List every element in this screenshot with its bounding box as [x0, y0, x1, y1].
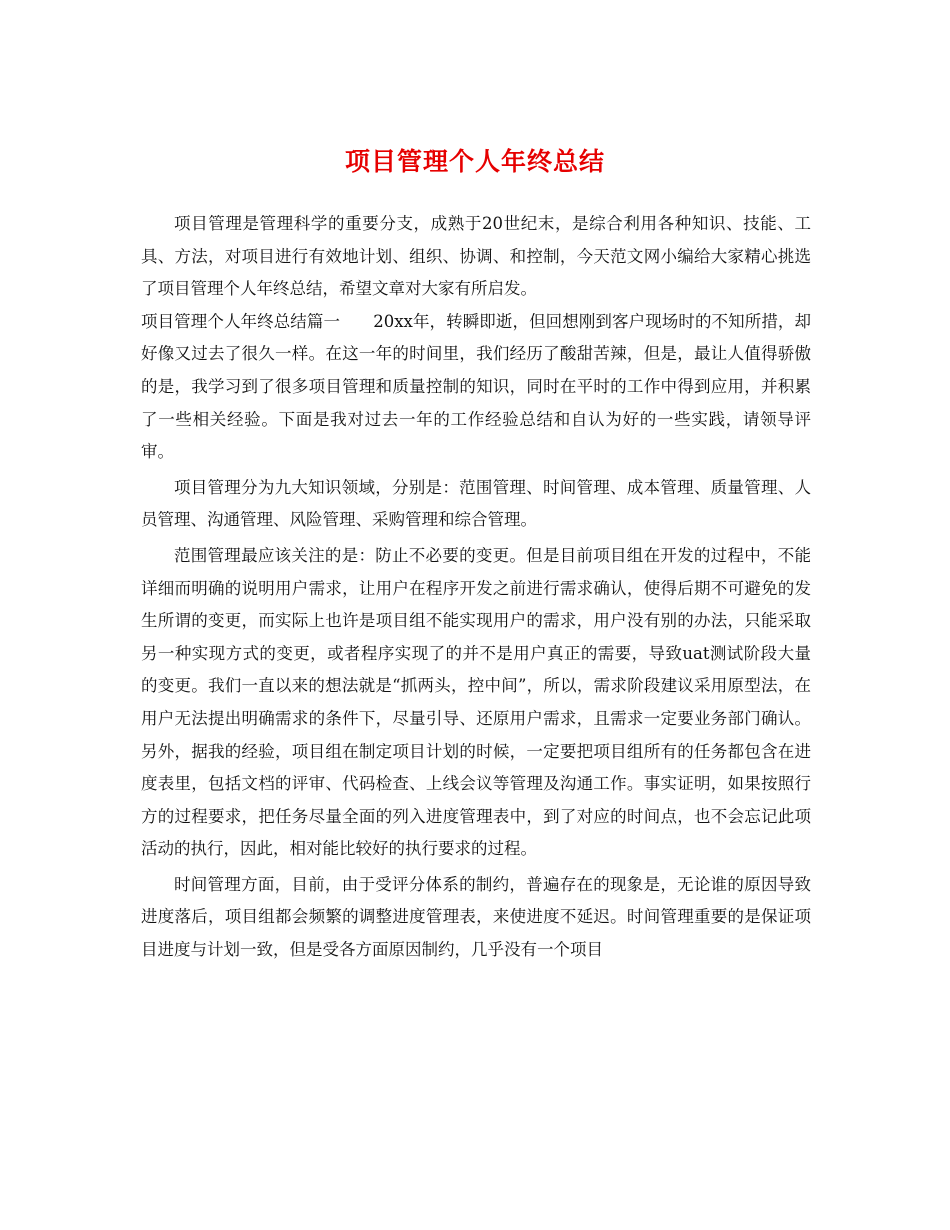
- document-body: [141, 208, 811, 967]
- paragraph-scope-management: 范围管理最应该关注的是：防止不必要的变更。但是目前项目组在开发的过程中，不能详细而明确的说明用户需求，让用户在程序开发之前进行需求确认，使得后期不可避免的发生所谓的变更，而实际上也许是项目组不能实现用户的需求，用户没有别的办法，只能采取另一种实现方式的变更，或者程序实现了的并不是用户真正的需要，导致uat测试阶段大量的变更。我们一直以来的想法就是“抓两头，控中间”，所以，需求阶段建议采用原型法，在用户无法提出明确需求的条件下，尽量引导、还原用户需求，且需求一定要业务部门确认。另外，据我的经验，项目组在制定项目计划的时候，一定要把项目组所有的任务都包含在进度表里，包括文档的评审、代码检查、上线会议等管理及沟通工作。事实证明，如果按照行方的过程要求，把任务尽量全面的列入进度管理表中，到了对应的时间点，也不会忘记此项活动的执行，因此，相对能比较好的执行要求的过程。: [141, 545, 811, 859]
- paragraph-time-management: 时间管理方面，目前，由于受评分体系的制约，普遍存在的现象是，无论谁的原因导致进度落后，项目组都会频繁的调整进度管理表，来使进度不延迟。时间管理重要的是保证项目进度与计划一致，但是受各方面原因制约，几乎没有一个项目: [141, 874, 811, 960]
- paragraph-knowledge-areas: 项目管理分为九大知识领域，分别是：范围管理、时间管理、成本管理、质量管理、人员管理、沟通管理、风险管理、采购管理和综合管理。: [141, 477, 811, 530]
- paragraph-review-opening: 项目管理个人年终总结篇一 20xx年，转瞬即逝，但回想刚到客户现场时的不知所措，却好像又过去了很久一样。在这一年的时间里，我们经历了酸甜苦辣，但是，最让人值得骄傲的是，我学习到了很多项目管理和质量控制的知识，同时在平时的工作中得到应用，并积累了一些相关经验。下面是我对过去一年的工作经验总结和自认为好的一些实践，请领导评审。: [141, 311, 811, 462]
- document-title: 项目管理个人年终总结: [344, 147, 605, 176]
- paragraph-intro: 项目管理是管理科学的重要分支，成熟于20世纪末，是综合利用各种知识、技能、工具、方法，对项目进行有效地计划、组织、协调、和控制，今天范文网小编给大家精心挑选了项目管理个人年终总结，希望文章对大家有所启发。: [141, 214, 811, 299]
